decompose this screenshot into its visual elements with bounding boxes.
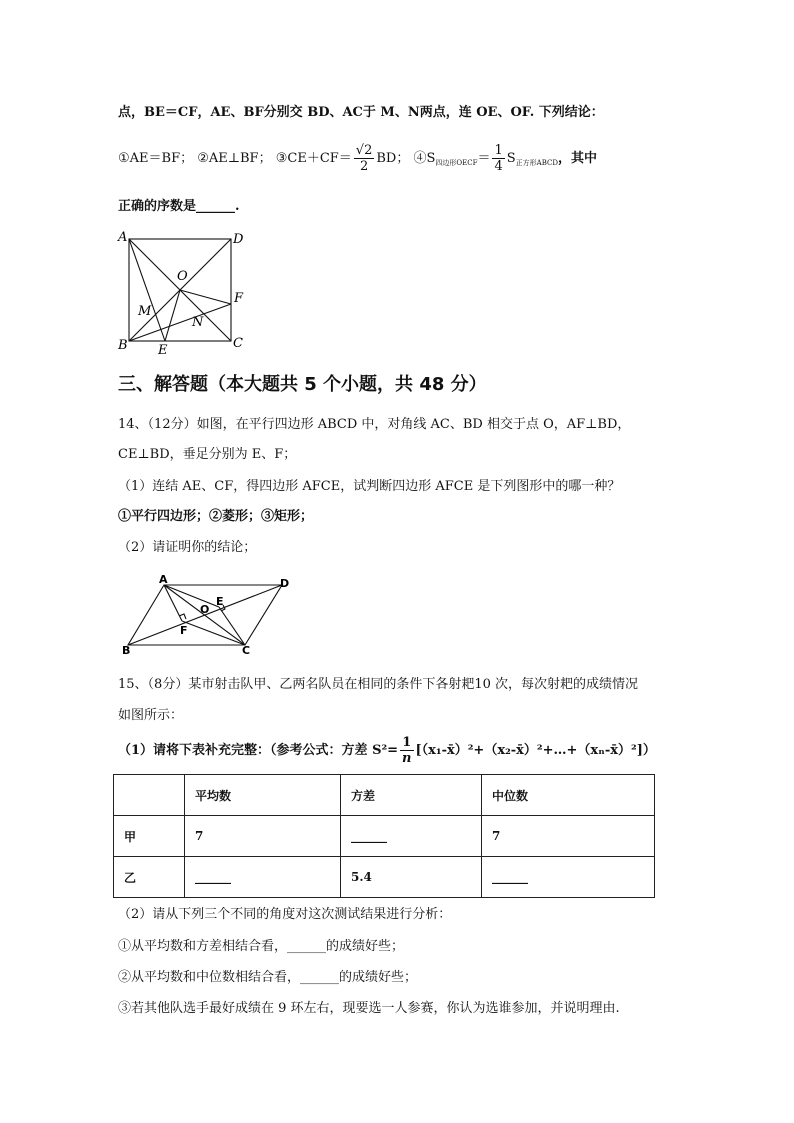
q14-options: ①平行四边形；②菱形；③矩形； xyxy=(118,509,314,524)
table-cell-name: 乙 xyxy=(114,857,185,898)
table-row xyxy=(114,857,655,898)
label-F: F xyxy=(180,624,188,637)
q15-part2-item2: ②从平均数和中位数相结合看，______的成绩好些； xyxy=(118,970,418,985)
problem13-conclusions xyxy=(118,142,597,176)
answer-blank-line: 正确的序数是______. xyxy=(118,199,240,214)
section-title: 三、解答题（本大题共 5 个小题，共 48 分） xyxy=(118,374,487,395)
label-E: E xyxy=(216,595,224,608)
score-table xyxy=(113,774,655,898)
q14-line1: 14、（12分）如图，在平行四边形 ABCD 中，对角线 AC、BD 相交于点 O，AF⊥BD， xyxy=(118,417,631,432)
table-header-row xyxy=(114,775,655,816)
q14-part1: （1）连结 AE、CF，得四边形 AFCE，试判断四边形 AFCE 是下列图形中的哪一种？ xyxy=(118,479,621,494)
q14-part2: （2）请证明你的结论； xyxy=(118,540,257,555)
sqrt2-over-2-fraction: $\frac{√2}{2}$ xyxy=(355,143,373,174)
label-O: O xyxy=(200,603,210,616)
one-over-n-fraction: $\frac{1}{n}$ xyxy=(402,735,412,766)
table-header-cell: 平均数 xyxy=(185,775,341,816)
label-B: B xyxy=(122,644,131,657)
q15-part1: （1）请将下表补充完整：（参考公式：方差 S²= $\frac{1}{n}$ [（x₁-x̄）²+（x₂-x̄）²+…+（xₙ-x̄）²]） xyxy=(118,735,656,766)
table-header-cell: 方差 xyxy=(341,775,482,816)
table-cell-variance[interactable]: ______ xyxy=(341,816,482,857)
conclusion-4: $④S_{四边形OECF}=$ $\frac{1}{4}$ $S_{正方形ABCD}$，其中 xyxy=(413,143,597,174)
conclusion-3: ③CE＋CF＝ $\frac{√2}{2}$ BD； xyxy=(275,143,410,174)
table-cell-median[interactable]: ______ xyxy=(482,857,655,898)
conclusion-2: ②AE⊥BF； xyxy=(197,151,272,166)
label-A: A xyxy=(118,230,128,245)
q15-line1: 15、（8分）某市射击队甲、乙两名队员在相同的条件下各射耙10 次，每次射耙的成绩情况 xyxy=(118,677,638,692)
square-figure xyxy=(112,228,262,360)
conclusion-1: ①AE＝BF； xyxy=(118,151,194,166)
label-D: D xyxy=(233,232,244,247)
problem13-text-line: 点，BE＝CF，AE、BF分别交 BD、AC于 M、N两点，连 OE、OF. 下列结论： xyxy=(118,105,604,120)
label-F: F xyxy=(234,291,244,306)
table-cell-name: 甲 xyxy=(114,816,185,857)
table-cell-variance: 5.4 xyxy=(341,857,482,898)
q15-part2-item1: ①从平均数和方差相结合看，______的成绩好些； xyxy=(118,939,405,954)
label-C: C xyxy=(233,336,243,351)
table-cell-mean[interactable]: ______ xyxy=(185,857,341,898)
table-header-cell xyxy=(114,775,185,816)
label-O: O xyxy=(177,269,188,284)
label-M: M xyxy=(138,304,152,319)
table-header-cell: 中位数 xyxy=(482,775,655,816)
label-E: E xyxy=(158,343,168,358)
label-A: A xyxy=(159,573,168,586)
label-B: B xyxy=(118,338,128,353)
parallelogram-figure xyxy=(118,572,298,658)
q14-line2: CE⊥BD，垂足分别为 E、F； xyxy=(118,447,297,462)
table-cell-mean: 7 xyxy=(185,816,341,857)
one-quarter-fraction: $\frac{1}{4}$ xyxy=(494,143,503,174)
table-row xyxy=(114,816,655,857)
q15-part2-item3: ③若其他队选手最好成绩在 9 环左右，现要选一人参赛，你认为选谁参加，并说明理由. xyxy=(118,1001,620,1016)
label-D: D xyxy=(280,577,290,590)
q15-line2: 如图所示： xyxy=(118,708,184,723)
q15-part2-intro: （2）请从下列三个不同的角度对这次测试结果进行分析： xyxy=(118,907,452,922)
table-cell-median: 7 xyxy=(482,816,655,857)
label-C: C xyxy=(242,644,251,657)
label-N: N xyxy=(192,315,204,330)
